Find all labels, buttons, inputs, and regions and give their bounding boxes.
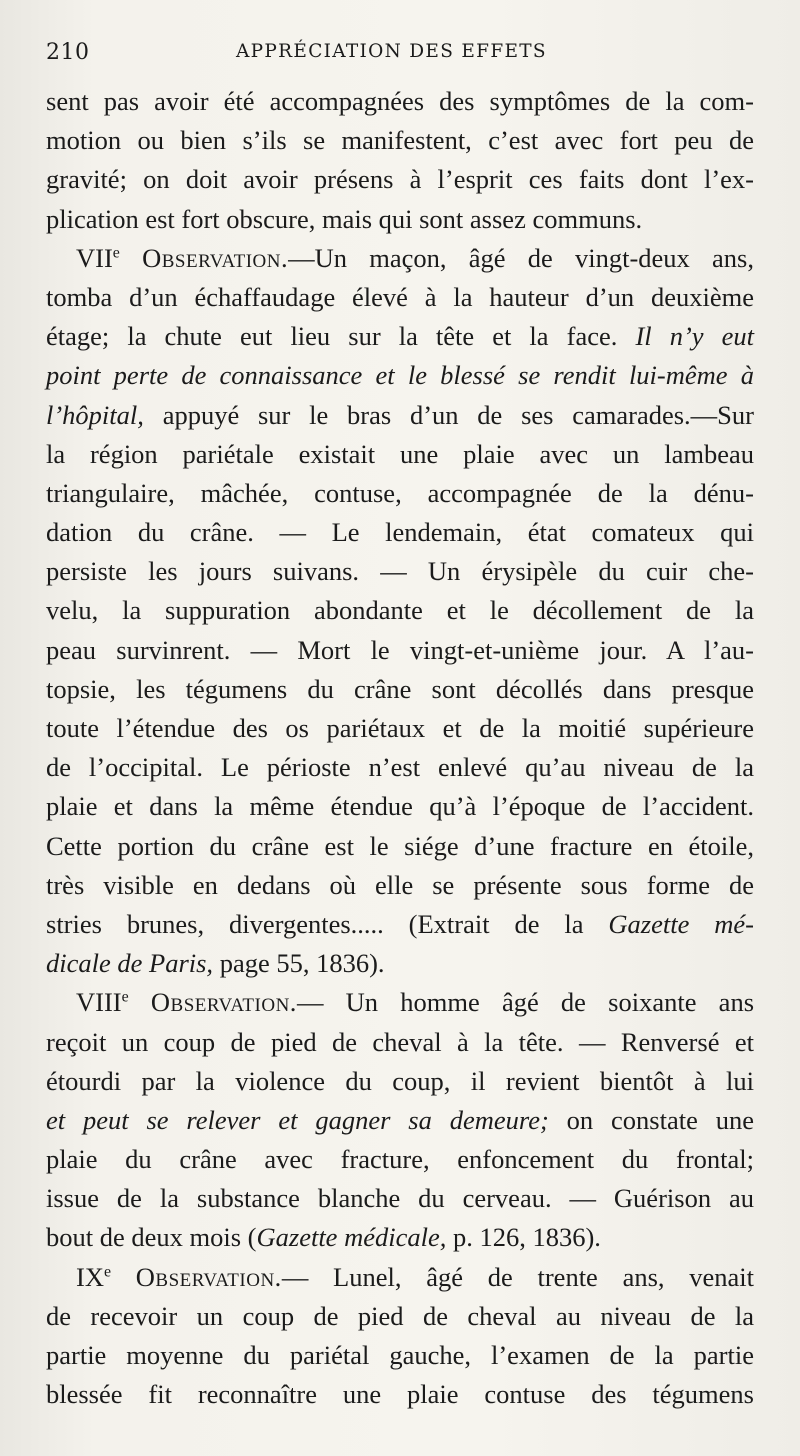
observation-number: IXe xyxy=(76,1261,112,1292)
text-line xyxy=(46,709,754,748)
running-title: APPRÉCIATION DES EFFETS xyxy=(236,41,547,62)
text-line xyxy=(46,983,754,1022)
line-text: triangulaire, mâchée, contuse, accompagnée de la dénu- xyxy=(46,477,754,508)
line-text: de l’occipital. Le périoste n’est enlevé qu’au niveau de la xyxy=(46,752,754,783)
line-text: plication est fort obscure, mais qui sont assez communs. xyxy=(46,203,643,234)
line-text: dation du crâne. — Le lendemain, état comateux qui xyxy=(46,517,754,548)
line-text: — Un homme âgé de soixante ans xyxy=(296,987,755,1018)
text-line xyxy=(46,1218,754,1257)
text-line xyxy=(46,474,754,513)
page-number: 210 xyxy=(46,40,90,65)
text-line xyxy=(46,787,754,826)
line-text: appuyé sur le bras d’un de ses camarades.—Sur xyxy=(162,399,754,430)
line-text: topsie, les tégumens du crâne sont décollés dans presque xyxy=(46,673,754,704)
observation-number: VIIe xyxy=(76,242,120,273)
line-text: tomba d’un échaffaudage élevé à la hauteur d’un deuxième xyxy=(46,281,754,312)
text-line xyxy=(46,160,754,199)
text-line xyxy=(46,591,754,630)
text-line xyxy=(46,1140,754,1179)
line-text: page 55, 1836). xyxy=(219,948,385,979)
text-line xyxy=(46,1101,754,1140)
italic-text: l’hôpital, xyxy=(46,399,144,430)
observation-number: VIIIe xyxy=(76,987,129,1018)
line-text: p. 126, 1836). xyxy=(452,1222,601,1253)
italic-text: point perte de connaissance et le blessé se rendit lui-même à xyxy=(46,360,754,391)
line-text: peau survinrent. — Mort le vingt-et-unième jour. A l’au- xyxy=(46,634,754,665)
observation-label: Observation. xyxy=(150,987,297,1018)
line-text: gravité; on doit avoir présens à l’esprit ces faits dont l’ex- xyxy=(46,164,754,195)
text-line xyxy=(46,317,754,356)
line-text: —Un maçon, âgé de vingt-deux ans, xyxy=(288,242,754,273)
line-text: étourdi par la violence du coup, il revient bientôt à lui xyxy=(46,1065,754,1096)
text-line xyxy=(46,1336,754,1375)
text-line xyxy=(46,1375,754,1414)
italic-text: Gazette médicale, xyxy=(256,1222,447,1253)
text-line xyxy=(46,513,754,552)
line-text: Cette portion du crâne est le siége d’une fracture en étoile, xyxy=(46,830,754,861)
line-text: toute l’étendue des os pariétaux et de la moitié supérieure xyxy=(46,713,754,743)
text-line xyxy=(46,905,754,944)
line-text: persiste les jours suivans. — Un érysipèle du cuir che- xyxy=(46,556,754,587)
text-line xyxy=(46,1258,754,1297)
text-line xyxy=(46,631,754,670)
line-text: blessée fit reconnaître une plaie contuse des tégumens xyxy=(46,1379,754,1410)
text-line xyxy=(46,944,754,983)
text-line xyxy=(46,748,754,787)
text-line xyxy=(46,200,754,239)
text-line xyxy=(46,1297,754,1336)
line-text: reçoit un coup de pied de cheval à la tête. — Renversé et xyxy=(46,1026,754,1057)
text-line xyxy=(46,435,754,474)
text-line xyxy=(46,356,754,395)
line-text: stries brunes, divergentes..... (Extrait de la xyxy=(46,908,584,939)
page-header xyxy=(46,40,760,76)
observation-label: Observation. xyxy=(142,242,289,273)
text-line xyxy=(46,396,754,435)
line-text: plaie du crâne avec fracture, enfoncement du frontal; xyxy=(46,1144,754,1175)
line-text: de recevoir un coup de pied de cheval au niveau de la xyxy=(46,1300,754,1331)
text-line xyxy=(46,82,754,121)
italic-text: et peut se relever et gagner sa demeure; xyxy=(46,1104,549,1135)
text-line xyxy=(46,278,754,317)
text-line xyxy=(46,239,754,278)
text-line xyxy=(46,1023,754,1062)
text-line xyxy=(46,121,754,160)
page-body-text xyxy=(46,82,754,1414)
italic-text: Gazette mé- xyxy=(608,908,754,939)
line-text: motion ou bien s’ils se manifestent, c’est avec fort peu de xyxy=(46,125,754,156)
text-line xyxy=(46,866,754,905)
text-line xyxy=(46,1062,754,1101)
line-text: sent pas avoir été accompagnées des symptômes de la com- xyxy=(46,86,754,116)
line-text: on constate une xyxy=(566,1104,754,1135)
line-text: la région pariétale existait une plaie avec un lambeau xyxy=(46,438,754,469)
line-text: bout de deux mois ( xyxy=(46,1222,257,1253)
text-line xyxy=(46,1179,754,1218)
italic-text: dicale de Paris, xyxy=(46,948,214,979)
line-text: — Lunel, âgé de trente ans, venait xyxy=(281,1261,755,1292)
text-line xyxy=(46,670,754,709)
text-line xyxy=(46,552,754,591)
line-text: partie moyenne du pariétal gauche, l’examen de la partie xyxy=(46,1340,754,1370)
italic-text: Il n’y eut xyxy=(635,321,754,352)
observation-label: Observation. xyxy=(135,1261,282,1292)
text-line xyxy=(46,827,754,866)
line-text: velu, la suppuration abondante et le décollement de la xyxy=(46,595,754,626)
line-text: très visible en dedans où elle se présente sous forme de xyxy=(46,869,754,900)
line-text: issue de la substance blanche du cerveau. — Guérison au xyxy=(46,1183,754,1214)
line-text: plaie et dans la même étendue qu’à l’époque de l’accident. xyxy=(46,791,754,822)
line-text: étage; la chute eut lieu sur la tête et la face. xyxy=(46,321,618,352)
